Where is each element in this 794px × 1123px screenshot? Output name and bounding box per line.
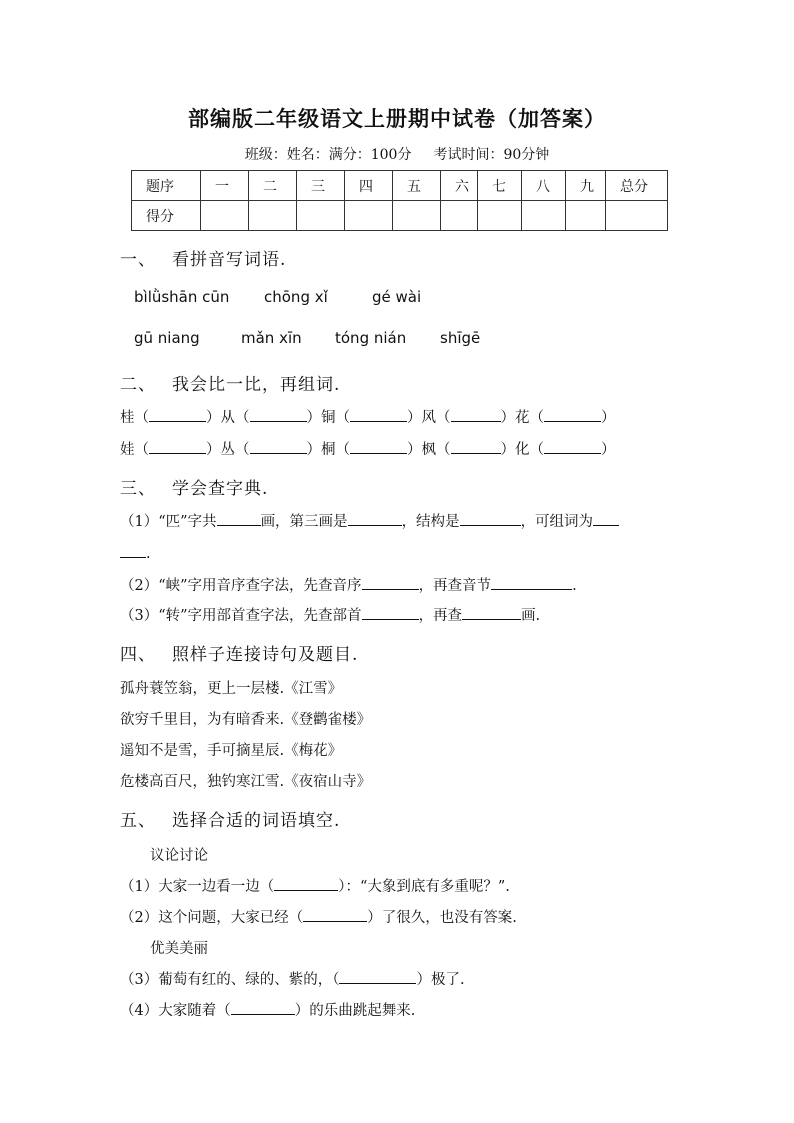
score-header-cell: 七 <box>478 171 522 201</box>
exam-info <box>0 144 794 164</box>
score-header-cell: 一 <box>201 171 249 201</box>
score-cell[interactable] <box>478 201 522 231</box>
score-header-cell: 八 <box>522 171 566 201</box>
pinyin-item: gū niang <box>134 329 200 347</box>
exam-info-time: 考试时间：90分钟 <box>433 147 550 163</box>
score-cell[interactable] <box>393 201 441 231</box>
answer-blank[interactable] <box>544 439 601 454</box>
section-3-heading: 三、 学会查字典. <box>120 479 269 499</box>
dictionary-question-3: （3）“转”字用部首查字法，先查部首 ，再查 画. <box>120 604 540 625</box>
pinyin-item: gé wài <box>372 288 422 306</box>
score-header-cell: 二 <box>249 171 297 201</box>
score-header-cell: 六 <box>441 171 478 201</box>
score-cell[interactable] <box>441 201 478 231</box>
word-choices-2: 优美美丽 <box>150 941 208 957</box>
answer-blank[interactable] <box>451 439 501 454</box>
score-header-cell: 题序 <box>132 171 201 201</box>
answer-blank[interactable] <box>120 543 146 558</box>
answer-blank[interactable] <box>362 605 419 620</box>
answer-blank[interactable] <box>491 575 572 590</box>
score-cell[interactable] <box>566 201 606 231</box>
poem-line: 危楼高百尺，独钓寒江雪.《夜宿山寺》 <box>120 774 372 790</box>
pinyin-item: tóng nián <box>335 329 407 347</box>
answer-blank[interactable] <box>339 969 416 984</box>
score-header-cell: 三 <box>297 171 345 201</box>
score-cell[interactable] <box>297 201 345 231</box>
section-5-heading: 五、 选择合适的词语填空. <box>120 811 341 831</box>
answer-blank[interactable] <box>274 876 338 891</box>
score-header-cell: 总分 <box>606 171 668 201</box>
answer-blank[interactable] <box>149 407 206 422</box>
section-1-heading: 一、 看拼音写词语. <box>120 250 287 270</box>
dictionary-question-2: （2）“峡”字用音序查字法，先查音序 ，再查音节 . <box>120 574 577 595</box>
answer-blank[interactable] <box>462 605 521 620</box>
fill-question-1: （1）大家一边看一边（ ）：“大象到底有多重呢？”. <box>120 875 510 896</box>
answer-blank[interactable] <box>250 439 307 454</box>
answer-blank[interactable] <box>149 439 206 454</box>
section-4-heading: 四、 照样子连接诗句及题目. <box>120 645 359 665</box>
pinyin-item: bìlǜshān cūn <box>134 288 230 306</box>
score-header-cell: 四 <box>345 171 393 201</box>
word-compare-row-1: 桂（ ）从（ ）铜（ ）风（ ）花（ ） <box>120 406 616 427</box>
answer-blank[interactable] <box>217 511 261 526</box>
score-table-header-row <box>132 171 668 201</box>
poem-line: 孤舟蓑笠翁，更上一层楼.《江雪》 <box>120 681 343 697</box>
dictionary-question-1: （1）“匹”字共 画，第三画是 ，结构是 ，可组词为 <box>120 510 619 531</box>
score-header-cell: 九 <box>566 171 606 201</box>
score-table <box>131 170 668 231</box>
poem-line: 遥知不是雪，手可摘星辰.《梅花》 <box>120 743 343 759</box>
fill-question-3: （3）葡萄有红的、绿的、紫的，（ ）极了. <box>120 968 465 989</box>
exam-info-class: 班级：姓名：满分：100分 <box>244 147 412 163</box>
poem-line: 欲穷千里目，为有暗香来.《登鹳雀楼》 <box>120 712 372 728</box>
score-header-cell: 五 <box>393 171 441 201</box>
answer-blank[interactable] <box>460 511 521 526</box>
score-row-label: 得分 <box>132 201 201 231</box>
fill-question-2: （2）这个问题，大家已经（ ）了很久，也没有答案. <box>120 906 517 927</box>
score-cell[interactable] <box>606 201 668 231</box>
word-choices-1: 议论讨论 <box>150 848 208 864</box>
answer-blank[interactable] <box>362 575 419 590</box>
score-cell[interactable] <box>249 201 297 231</box>
score-cell[interactable] <box>522 201 566 231</box>
answer-blank[interactable] <box>231 1000 295 1015</box>
answer-blank[interactable] <box>250 407 307 422</box>
pinyin-item: shīgē <box>440 329 481 347</box>
score-cell[interactable] <box>201 201 249 231</box>
section-2-heading: 二、 我会比一比，再组词. <box>120 375 341 395</box>
answer-blank[interactable] <box>593 511 619 526</box>
answer-blank[interactable] <box>451 407 501 422</box>
pinyin-item: mǎn xīn <box>241 329 302 347</box>
dictionary-question-1-cont: . <box>120 543 151 562</box>
pinyin-item: chōng xǐ <box>264 288 328 306</box>
page-title: 部编版二年级语文上册期中试卷（加答案） <box>188 106 606 131</box>
answer-blank[interactable] <box>350 439 407 454</box>
fill-question-4: （4）大家随着（ ）的乐曲跳起舞来. <box>120 999 415 1020</box>
word-compare-row-2: 娃（ ）丛（ ）桐（ ）枫（ ）化（ ） <box>120 438 616 459</box>
answer-blank[interactable] <box>348 511 402 526</box>
answer-blank[interactable] <box>544 407 601 422</box>
answer-blank[interactable] <box>303 907 367 922</box>
score-cell[interactable] <box>345 201 393 231</box>
score-table-score-row <box>132 201 668 231</box>
answer-blank[interactable] <box>350 407 407 422</box>
